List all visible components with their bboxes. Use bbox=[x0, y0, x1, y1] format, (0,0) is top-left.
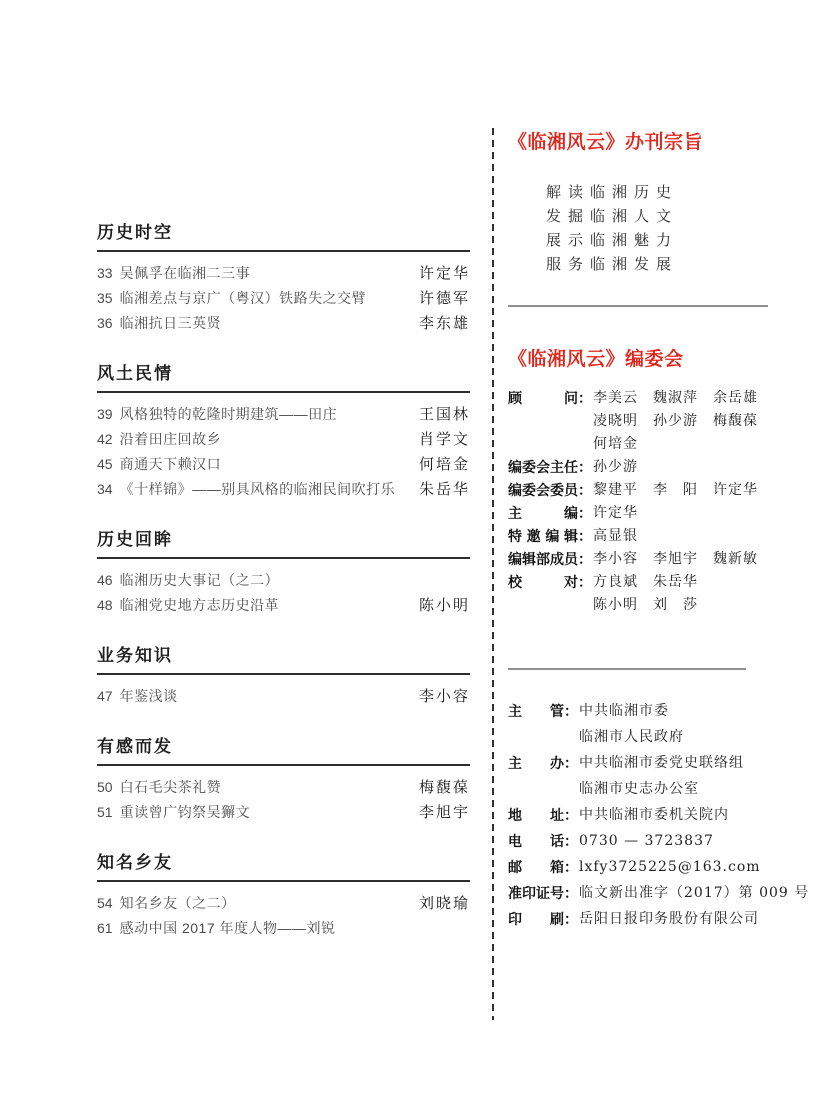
info-row-address bbox=[508, 802, 776, 828]
value-line: 临湘市史志办公室 bbox=[579, 781, 699, 797]
row-values bbox=[579, 828, 776, 854]
value-line: 临文新出准字（2017）第 009 号 bbox=[579, 885, 810, 901]
colon: ： bbox=[564, 859, 578, 875]
author-name: 肖学文 bbox=[418, 430, 470, 448]
page-number: 51 bbox=[97, 803, 113, 820]
colon: ： bbox=[564, 833, 578, 849]
value-line: 中共临湘市委党史联络组 bbox=[579, 755, 744, 771]
value-line: 李小容 李旭宇 魏新敏 bbox=[593, 551, 758, 567]
value-line: 凌晓明 孙少游 梅馥葆 bbox=[593, 413, 758, 429]
row-values bbox=[593, 525, 776, 548]
row-label: 邮箱 bbox=[508, 859, 564, 875]
value-line: 方良斌 朱岳华 bbox=[593, 574, 698, 590]
author-name: 刘晓瑜 bbox=[418, 894, 470, 912]
toc-entry bbox=[97, 774, 470, 799]
article-title: 临湘历史大事记（之二） bbox=[119, 571, 280, 588]
section-heading: 有感而发 bbox=[97, 736, 470, 766]
toc-entry bbox=[97, 915, 470, 940]
committee-row-editorial-staff bbox=[508, 548, 776, 571]
article-title: 临湘抗日三英贤 bbox=[119, 314, 222, 331]
row-values bbox=[593, 479, 776, 502]
section-notable-townsfolk bbox=[97, 852, 470, 940]
author-name: 陈小明 bbox=[418, 596, 470, 614]
row-label: 准印证号 bbox=[508, 885, 564, 901]
article-title: 年鉴浅谈 bbox=[119, 687, 178, 704]
section-heading: 历史回眸 bbox=[97, 529, 470, 559]
value-line: 高显银 bbox=[593, 528, 638, 544]
page-number: 45 bbox=[97, 455, 113, 472]
page-number: 50 bbox=[97, 778, 113, 795]
row-values bbox=[579, 854, 776, 880]
toc-entry bbox=[97, 260, 470, 285]
row-label: 特邀编辑 bbox=[508, 528, 578, 544]
value-line: 中共临湘市委机关院内 bbox=[579, 807, 729, 823]
row-label: 编委会主任 bbox=[508, 459, 578, 475]
row-label: 主管 bbox=[508, 703, 564, 719]
info-row-email bbox=[508, 854, 776, 880]
article-title: 临湘差点与京广（粤汉）铁路失之交臂 bbox=[119, 289, 367, 306]
section-heading: 风土民情 bbox=[97, 363, 470, 393]
article-title: 风格独特的乾隆时期建筑——田庄 bbox=[119, 405, 338, 422]
page-number: 36 bbox=[97, 314, 113, 331]
article-title: 商通天下赖汉口 bbox=[119, 455, 222, 472]
value-line: 陈小明 刘 莎 bbox=[593, 597, 698, 613]
value-line: 中共临湘市委 bbox=[579, 703, 669, 719]
row-label: 主办 bbox=[508, 755, 564, 771]
author-name: 许定华 bbox=[418, 264, 470, 282]
row-label: 印刷 bbox=[508, 911, 564, 927]
author-name: 梅馥葆 bbox=[418, 778, 470, 796]
mission-line: 展示临湘魅力 bbox=[546, 231, 679, 249]
author-name: 李小容 bbox=[418, 687, 470, 705]
colon: ： bbox=[578, 390, 592, 406]
row-label: 校对 bbox=[508, 574, 578, 590]
colon: ： bbox=[578, 551, 592, 567]
value-line: 临湘市人民政府 bbox=[579, 729, 684, 745]
toc-entry bbox=[97, 799, 470, 824]
article-title: 吴佩孚在临湘二三事 bbox=[119, 264, 251, 281]
row-label: 编辑部成员 bbox=[508, 551, 578, 567]
section-local-customs bbox=[97, 363, 470, 501]
toc-entry bbox=[97, 426, 470, 451]
colon: ： bbox=[564, 703, 578, 719]
value-line: 孙少游 bbox=[593, 459, 638, 475]
dashed-divider bbox=[492, 128, 494, 1020]
page-number: 46 bbox=[97, 571, 113, 588]
info-row-phone bbox=[508, 828, 776, 854]
row-values bbox=[593, 548, 776, 571]
row-label: 顾问 bbox=[508, 390, 578, 406]
author-name: 李旭宇 bbox=[418, 803, 470, 821]
value-line: 黎建平 李 阳 许定华 bbox=[593, 482, 758, 498]
info-row-organizer bbox=[508, 750, 776, 802]
section-heading: 业务知识 bbox=[97, 645, 470, 675]
mission-statement bbox=[546, 180, 776, 276]
committee-row-director bbox=[508, 456, 776, 479]
row-values bbox=[593, 571, 776, 617]
section-history-review bbox=[97, 529, 470, 617]
value-line: 何培金 bbox=[593, 436, 638, 452]
colon: ： bbox=[564, 911, 578, 927]
page-number: 42 bbox=[97, 430, 113, 447]
committee-heading: 《临湘风云》编委会 bbox=[508, 348, 684, 370]
colon: ： bbox=[578, 459, 592, 475]
editorial-committee bbox=[508, 387, 776, 617]
committee-row-proofreaders bbox=[508, 571, 776, 617]
toc-entry bbox=[97, 285, 470, 310]
toc-entry bbox=[97, 401, 470, 426]
value-line: 李美云 魏淑萍 余岳雄 bbox=[593, 390, 758, 406]
row-values bbox=[579, 750, 776, 802]
row-label: 电话 bbox=[508, 833, 564, 849]
info-row-supervisor bbox=[508, 698, 776, 750]
mission-heading: 《临湘风云》办刊宗旨 bbox=[508, 131, 704, 153]
page-number: 39 bbox=[97, 405, 113, 422]
phone-number: 0730 — 3723837 bbox=[579, 833, 714, 849]
page-number: 54 bbox=[97, 894, 113, 911]
author-name: 许德军 bbox=[418, 289, 470, 307]
toc-entry bbox=[97, 451, 470, 476]
article-title: 重读曾广钧祭吴獬文 bbox=[119, 803, 251, 820]
row-values bbox=[593, 456, 776, 479]
toc-entry bbox=[97, 567, 470, 592]
page-number: 48 bbox=[97, 596, 113, 613]
section-heading: 历史时空 bbox=[97, 222, 470, 252]
row-label: 地址 bbox=[508, 807, 564, 823]
section-reflections bbox=[97, 736, 470, 824]
colon: ： bbox=[578, 528, 592, 544]
toc-entry bbox=[97, 476, 470, 501]
colon: ： bbox=[564, 807, 578, 823]
section-history-timespace bbox=[97, 222, 470, 335]
colon: ： bbox=[564, 885, 578, 901]
value-line: 许定华 bbox=[593, 505, 638, 521]
section-heading: 知名乡友 bbox=[97, 852, 470, 882]
info-row-printer bbox=[508, 906, 776, 932]
info-column bbox=[508, 130, 810, 932]
row-values bbox=[593, 502, 776, 525]
row-values bbox=[593, 387, 776, 456]
colon: ： bbox=[578, 482, 592, 498]
author-name: 朱岳华 bbox=[418, 480, 470, 498]
row-values bbox=[579, 698, 776, 750]
toc-entry bbox=[97, 890, 470, 915]
toc-entry bbox=[97, 310, 470, 335]
row-values bbox=[579, 906, 776, 932]
committee-row-chief-editor bbox=[508, 502, 776, 525]
article-title: 感动中国 2017 年度人物——刘锐 bbox=[119, 919, 336, 936]
horizontal-rule bbox=[508, 668, 746, 670]
value-line: 岳阳日报印务股份有限公司 bbox=[579, 911, 759, 927]
committee-row-guest-editor bbox=[508, 525, 776, 548]
mission-line: 服务临湘发展 bbox=[546, 255, 679, 273]
article-title: 临湘党史地方志历史沿革 bbox=[119, 596, 280, 613]
section-professional-knowledge bbox=[97, 645, 470, 708]
colon: ： bbox=[564, 755, 578, 771]
article-title: 沿着田庄回故乡 bbox=[119, 430, 222, 447]
author-name: 何培金 bbox=[418, 455, 470, 473]
contents-column bbox=[97, 222, 470, 968]
author-name: 李东雄 bbox=[418, 314, 470, 332]
page-number: 35 bbox=[97, 289, 113, 306]
mission-line: 发掘临湘人文 bbox=[546, 207, 679, 225]
mission-line: 解读临湘历史 bbox=[546, 183, 679, 201]
row-label: 主编 bbox=[508, 505, 578, 521]
article-title: 知名乡友（之二） bbox=[119, 894, 236, 911]
committee-row-advisors bbox=[508, 387, 776, 456]
info-row-permit-number bbox=[508, 880, 810, 906]
horizontal-rule bbox=[508, 305, 768, 307]
author-name: 王国林 bbox=[418, 405, 470, 423]
page-number: 33 bbox=[97, 264, 113, 281]
publication-info bbox=[508, 698, 810, 932]
colon: ： bbox=[578, 505, 592, 521]
email-address: lxfy3725225@163.com bbox=[579, 859, 761, 875]
row-label: 编委会委员 bbox=[508, 482, 578, 498]
article-title: 白石毛尖茶礼赞 bbox=[119, 778, 222, 795]
colon: ： bbox=[578, 574, 592, 590]
toc-entry bbox=[97, 683, 470, 708]
article-title: 《十样锦》——别具风格的临湘民间吹打乐 bbox=[119, 480, 396, 497]
row-values bbox=[579, 880, 809, 906]
toc-entry bbox=[97, 592, 470, 617]
committee-row-members bbox=[508, 479, 776, 502]
page-number: 61 bbox=[97, 919, 113, 936]
page-number: 34 bbox=[97, 480, 113, 497]
page-number: 47 bbox=[97, 687, 113, 704]
row-values bbox=[579, 802, 776, 828]
